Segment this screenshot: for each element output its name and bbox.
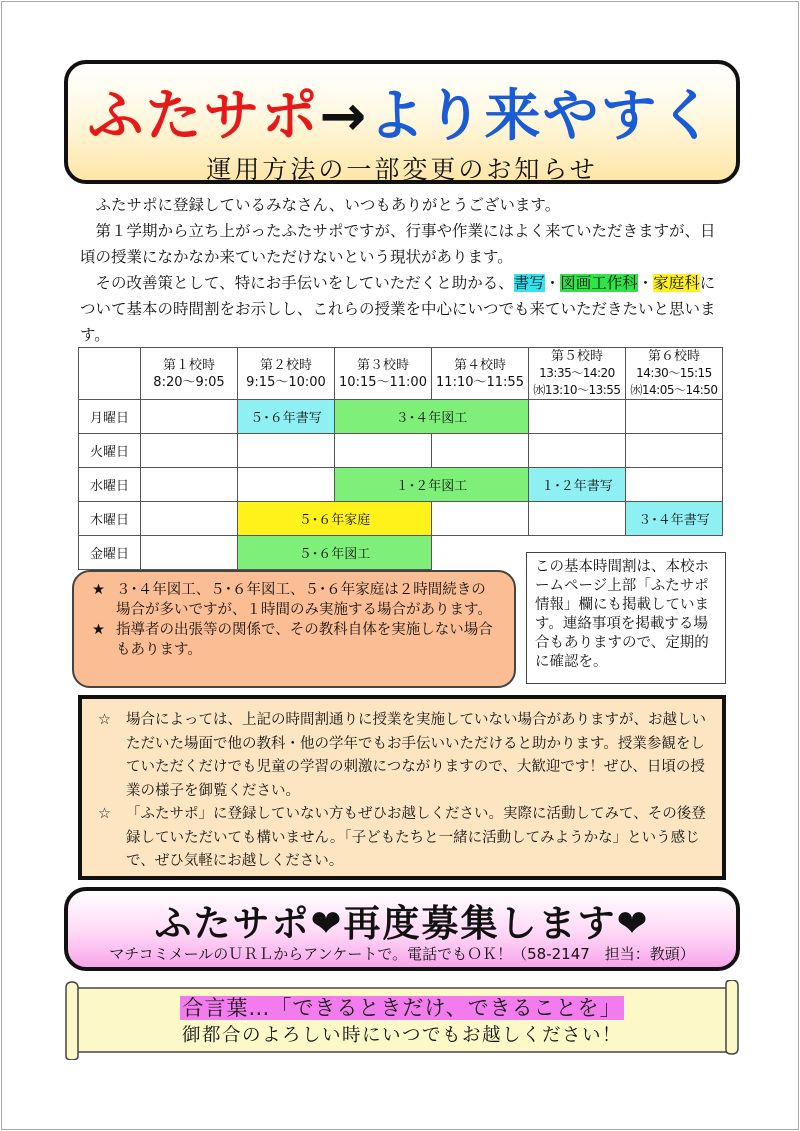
recruit-title-part1: ふたサポ (154, 902, 311, 945)
star-icon: ★ (92, 622, 105, 638)
period-time-wed: ㈬13:10〜13:55 (533, 383, 621, 397)
title-banner (64, 60, 740, 184)
separator-2: ・ (637, 274, 654, 292)
motto-text: 合言葉…「できるときだけ、できることを」 (182, 996, 622, 1020)
empty-cell (335, 434, 432, 468)
period-name: 第５校時 (550, 349, 603, 364)
page-title (68, 72, 736, 152)
period-header (141, 348, 238, 400)
intro-text (80, 192, 730, 348)
corner-cell (79, 348, 141, 400)
motto-line (64, 992, 740, 1022)
callout-item (92, 580, 496, 620)
timetable-row-monday (79, 400, 723, 434)
recruit-title-part2: 再度募集します (343, 902, 617, 945)
notice-item (98, 709, 706, 803)
heart-icon: ❤ (310, 902, 344, 945)
period-header (238, 348, 335, 400)
timetable-row-tuesday (79, 434, 723, 468)
notice-text: 「ふたサポ」に登録していない方もぜひお越しください。実際に活動してみて、その後登録していただいても構いません。「子どもたちと一緒に活動してみようかな」という感じで、ぜひ気軽にお越しください。 (126, 806, 706, 869)
class-cell: １･２年書写 (529, 468, 626, 502)
class-cell: １･２年図工 (335, 468, 529, 502)
period-header (529, 348, 626, 400)
period-time: 11:10〜11:55 (436, 374, 524, 390)
period-name: 第４校時 (453, 357, 506, 373)
day-label: 木曜日 (79, 502, 141, 536)
empty-cell (238, 468, 335, 502)
callout-bubble (72, 570, 516, 688)
day-label: 水曜日 (79, 468, 141, 502)
timetable-row-thursday (79, 502, 723, 536)
white-star-icon: ☆ (98, 712, 111, 728)
period-time: 14:30〜15:15 (636, 366, 712, 380)
period-header (335, 348, 432, 400)
empty-cell (529, 400, 626, 434)
separator-1: ・ (544, 274, 561, 292)
title-part2: より来やすく (368, 84, 717, 149)
title-arrow: → (319, 84, 369, 149)
empty-cell (432, 536, 529, 570)
empty-cell (141, 468, 238, 502)
page-subtitle: 運用方法の一部変更のお知らせ (206, 155, 598, 184)
empty-cell (529, 434, 626, 468)
timetable-header-row (79, 348, 723, 400)
homepage-note: この基本時間割は、本校ホームページ上部「ふたサポ情報」欄にも掲載しています。連絡事項を掲載する場合もありますので、定期的に確認を。 (526, 552, 726, 684)
empty-cell (626, 400, 723, 434)
motto-subline: 御都合のよろしい時にいつでもお越しください！ (181, 1025, 622, 1046)
empty-cell (141, 502, 238, 536)
period-time: 9:15〜10:00 (246, 374, 326, 390)
highlight-katei: 家庭科 (653, 274, 700, 292)
title-part1: ふたサポ (87, 84, 320, 149)
empty-cell (141, 434, 238, 468)
callout-text: 指導者の出張等の関係で、その教科自体を実施しない場合もあります。 (116, 622, 493, 658)
star-icon: ★ (92, 582, 105, 598)
day-label: 月曜日 (79, 400, 141, 434)
period-time-wed: ㈬14:05〜14:50 (630, 383, 718, 397)
period-time: 8:20〜9:05 (153, 374, 225, 390)
day-label: 火曜日 (79, 434, 141, 468)
intro-p3-after: について基本の時間割をお示しし、これらの授業を中心にいつでも来ていただきたいと思います。 (80, 274, 716, 344)
intro-paragraph-2: 第１学期から立ち上がったふたサポですが、行事や作業にはよく来ていただきますが、日頃の授業になかなか来ていただけないという現状があります。 (80, 222, 716, 266)
highlight-zuko: 図画工作科 (560, 274, 638, 292)
empty-cell (432, 434, 529, 468)
period-header (626, 348, 723, 400)
notice-text: 場合によっては、上記の時間割通りに授業を実施していない場合がありますが、お越しいただいた場面で他の教科・他の学年でもお手伝いいただけると助かります。授業参観をしていただくだけでも児童の学習の刺激につながりますので、大歓迎です！ぜひ、日頃の授業の様子を御覧ください。 (126, 712, 706, 799)
empty-cell (626, 468, 723, 502)
class-cell: ３･４年図工 (335, 400, 529, 434)
notice-box (78, 695, 726, 880)
intro-paragraph-3 (80, 270, 730, 348)
empty-cell (432, 502, 529, 536)
timetable-row-wednesday (79, 468, 723, 502)
period-time: 10:15〜11:00 (339, 374, 427, 390)
white-star-icon: ☆ (98, 806, 111, 822)
day-label: 金曜日 (79, 536, 141, 570)
heart-icon: ❤ (616, 902, 650, 945)
recruit-title (68, 893, 736, 947)
class-cell: ５･６年図工 (238, 536, 432, 570)
period-name: 第３校時 (356, 357, 409, 373)
class-cell: ３･４年書写 (626, 502, 723, 536)
period-header (432, 348, 529, 400)
empty-cell (141, 400, 238, 434)
empty-cell (141, 536, 238, 570)
empty-cell (626, 434, 723, 468)
notice-item (98, 803, 706, 874)
class-cell: ５･６年書写 (238, 400, 335, 434)
motto-scroll (64, 980, 740, 1060)
period-time: 13:35〜14:20 (539, 366, 615, 380)
period-name: 第２校時 (259, 357, 312, 373)
period-name: 第６校時 (647, 349, 700, 364)
callout-item (92, 620, 496, 660)
empty-cell (529, 502, 626, 536)
empty-cell (238, 434, 335, 468)
intro-paragraph-1: ふたサポに登録しているみなさん、いつもありがとうございます。 (95, 196, 561, 214)
highlight-shosha: 書写 (513, 274, 545, 292)
class-cell: ５･６年家庭 (238, 502, 432, 536)
intro-p3-before: その改善策として、特にお手伝いをしていただくと助かる、 (95, 274, 514, 292)
timetable (78, 347, 723, 570)
recruit-subtitle: マチコミメールのＵＲＬからアンケートで。電話でもＯＫ！（58-2147 担当：教頭） (109, 945, 695, 963)
callout-text: ３･４年図工、５･６年図工、５･６年家庭は２時間続きの場合が多いですが、１時間のみ実施する場合があります。 (116, 582, 492, 618)
recruit-banner (64, 887, 740, 971)
period-name: 第１校時 (162, 357, 215, 373)
